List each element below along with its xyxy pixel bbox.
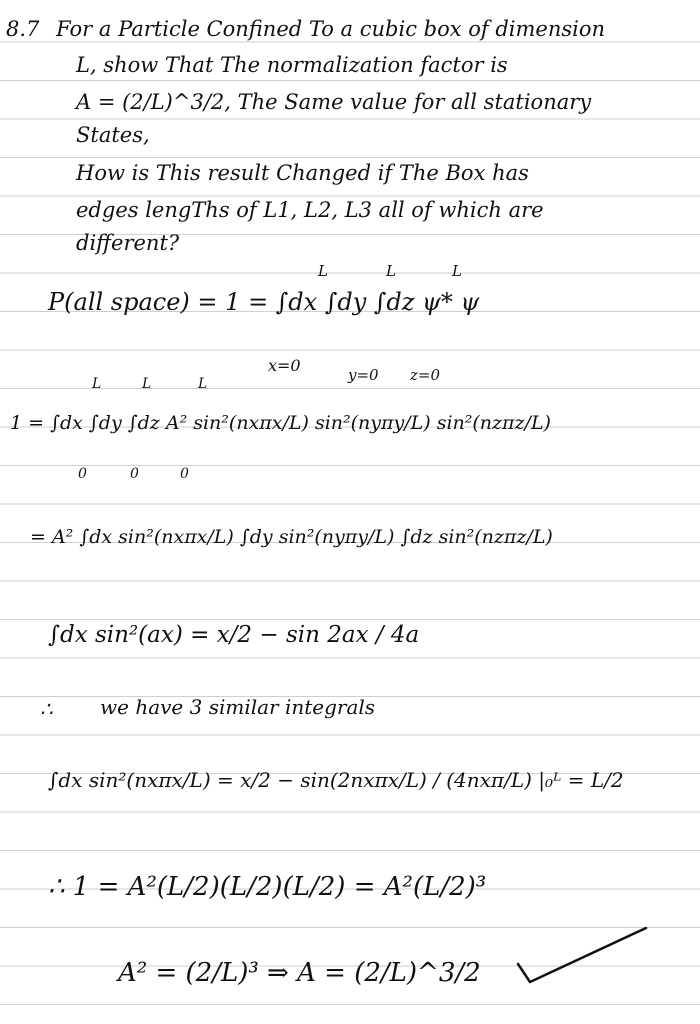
limit-upper-z: L: [452, 262, 462, 280]
problem-number: 8.7: [6, 17, 40, 41]
limit-upper-3: L: [198, 376, 208, 392]
note-dots: ∴: [40, 697, 53, 721]
limit-lower-x: x=0: [268, 356, 301, 375]
equation-separated: = A² ∫dx sin²(nxπx/L) ∫dy sin²(nyπy/L) ∫dz sin²(nzπz/L): [30, 526, 553, 548]
limit-lower-y: y=0: [348, 366, 379, 384]
equation-result: A² = (2/L)³ ⇒ A = (2/L)^3/2: [118, 958, 481, 988]
equation-expanded: 1 = ∫dx ∫dy ∫dz A² sin²(nxπx/L) sin²(nyπy/L) sin²(nzπz/L): [10, 412, 551, 434]
limit-upper-x: L: [318, 262, 328, 280]
check-mark-icon: [512, 922, 652, 992]
limit-lower-1: 0: [78, 466, 87, 482]
equation-integral-eval: ∫dx sin²(nxπx/L) = x/2 − sin(2nxπx/L) / (4nxπ/L) |₀ᴸ = L/2: [48, 768, 624, 792]
limit-lower-z: z=0: [410, 366, 441, 384]
problem-line-7: different?: [76, 231, 180, 255]
limit-upper-1: L: [92, 376, 102, 392]
problem-line-6: edges lengThs of L1, L2, L3 all of which are: [76, 198, 544, 222]
limit-upper-2: L: [142, 376, 152, 392]
problem-line-3: A = (2/L)^3/2, The Same value for all stationary: [76, 90, 592, 114]
limit-lower-2: 0: [130, 466, 139, 482]
limit-upper-y: L: [386, 262, 396, 280]
equation-product: ∴ 1 = A²(L/2)(L/2)(L/2) = A²(L/2)³: [48, 872, 487, 902]
limit-lower-3: 0: [180, 466, 189, 482]
problem-line-1: [6, 14, 605, 44]
problem-line-4: States,: [76, 123, 150, 147]
problem-line-5: How is This result Changed if The Box has: [76, 161, 529, 185]
equation-normalization: P(all space) = 1 = ∫dx ∫dy ∫dz ψ* ψ: [48, 288, 480, 316]
problem-line-2: L, show That The normalization factor is: [76, 53, 508, 77]
equation-integral-identity: ∫dx sin²(ax) = x/2 − sin 2ax / 4a: [48, 622, 420, 648]
problem-text-1: For a Particle Confined To a cubic box of dimension: [56, 17, 606, 41]
note-similar-integrals: we have 3 similar integrals: [100, 695, 376, 719]
